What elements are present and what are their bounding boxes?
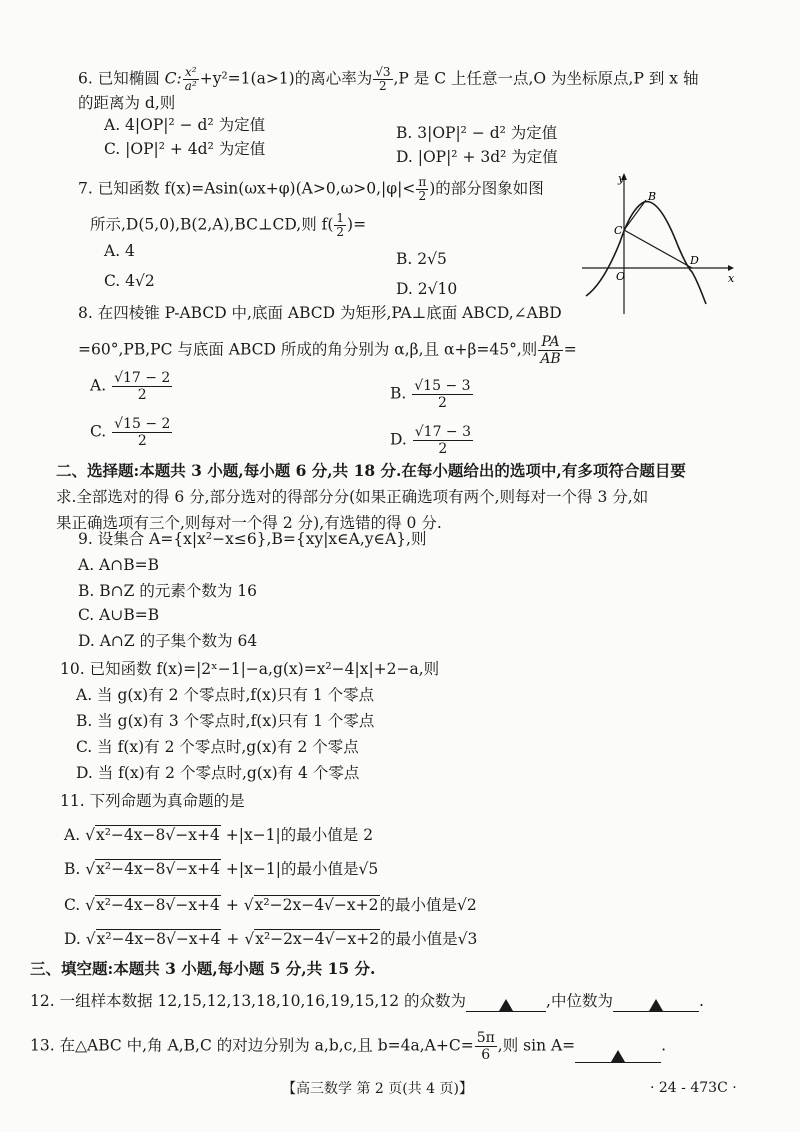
section-3-header: 三、填空题:本题共 3 小题,每小题 5 分,共 15 分.	[30, 959, 376, 978]
graph-label-c: C	[614, 224, 623, 237]
q6-fraction-x2a2: $\frac{\text{x²}}{\text{a²}}$	[184, 65, 197, 93]
graph-sine-curve	[586, 202, 706, 304]
q6-stem-line1: 6. 已知椭圆 C: $\frac{\text{x²}}{\text{a²}}$ +y²=1(a>1)的离心率为 $\frac{√3}{2}$ ,P 是 C 上任意一点,O 为坐标原点,P 到 x 轴	[78, 65, 699, 93]
page-footer-code: · 24 - 473C ·	[650, 1080, 737, 1096]
q13-blank-sinA[interactable]	[575, 1044, 661, 1063]
graph-label-y: y	[618, 172, 625, 185]
q10-option-a: A. 当 g(x)有 2 个零点时,f(x)只有 1 个零点	[76, 686, 375, 704]
q12-blank-mode[interactable]	[466, 993, 546, 1012]
q9-option-d: D. A∩Z 的子集个数为 64	[78, 632, 258, 650]
q10-option-d: D. 当 f(x)有 2 个零点时,g(x)有 4 个零点	[76, 764, 360, 782]
q13-stem: 13. 在△ABC 中,角 A,B,C 的对边分别为 a,b,c,且 b=4a,A+C= $\frac{5\pi}{6}$ ,则 sin A= .	[30, 1030, 667, 1063]
q7-function-graph	[578, 168, 738, 316]
q7-stem-line2: 所示,D(5,0),B(2,A),BC⊥CD,则 f( $\frac{1}{2}$ )=	[90, 211, 367, 239]
q12-blank-median[interactable]	[613, 993, 699, 1012]
q7-option-a: A. 4	[104, 242, 135, 260]
segment-cd	[624, 230, 692, 268]
graph-x-arrow	[728, 265, 734, 271]
q7-option-d: D. 2√10	[396, 280, 458, 298]
q8-option-d: D. $\frac{√17 - 3}{2}$	[390, 424, 472, 457]
page-footer-info: 【高三数学 第 2 页(共 4 页)】	[282, 1081, 473, 1097]
triangle-icon	[649, 999, 663, 1011]
q12-stem: 12. 一组样本数据 12,15,12,13,18,10,16,19,15,12 的众数为 ,中位数为 .	[30, 992, 704, 1010]
q10-option-c: C. 当 f(x)有 2 个零点时,g(x)有 2 个零点	[76, 738, 359, 756]
q11-option-d: D. √x²−4x−8√−x+4 + √x²−2x−4√−x+2的最小值是√3	[64, 930, 478, 948]
q7-stem-line1: 7. 已知函数 f(x)=Asin(ωx+φ)(A>0,ω>0,|φ|< $\frac{\pi}{2}$ )的部分图象如图	[78, 175, 544, 203]
q11-stem: 11. 下列命题为真命题的是	[60, 792, 245, 810]
q6-option-d: D. |OP|² + 3d² 为定值	[396, 148, 558, 166]
q11-option-b: B. √x²−4x−8√−x+4 +|x−1|的最小值是√5	[64, 860, 379, 878]
graph-label-x: x	[728, 272, 735, 285]
q7-pi-over-2: $\frac{\pi}{2}$	[418, 175, 427, 203]
q6-option-c: C. |OP|² + 4d² 为定值	[104, 140, 266, 158]
q11-option-c: C. √x²−4x−8√−x+4 + √x²−2x−4√−x+2的最小值是√2	[64, 896, 477, 914]
q6-option-b: B. 3|OP|² − d² 为定值	[396, 124, 558, 142]
q9-option-a: A. A∩B=B	[78, 556, 159, 574]
q13-5pi-over-6: $\frac{5\pi}{6}$	[476, 1030, 495, 1063]
graph-label-b: B	[648, 190, 657, 203]
q7-option-c: C. 4√2	[104, 272, 155, 290]
q8-stem-line2: =60°,PB,PC 与底面 ABCD 所成的角分别为 α,β,且 α+β=45°,则 $\frac{PA}{AB}$ =	[78, 334, 577, 367]
q9-option-c: C. A∪B=B	[78, 606, 160, 624]
graph-label-o: O	[616, 270, 626, 283]
q7-one-half: $\frac{1}{2}$	[336, 211, 345, 239]
q6-stem-line2: 的距离为 d,则	[78, 94, 176, 112]
q8-stem-line1: 8. 在四棱锥 P-ABCD 中,底面 ABCD 为矩形,PA⊥底面 ABCD,∠ABD	[78, 304, 562, 322]
q10-option-b: B. 当 g(x)有 3 个零点时,f(x)只有 1 个零点	[76, 712, 375, 730]
q8-option-b: B. $\frac{√15 - 3}{2}$	[390, 378, 471, 411]
q9-option-b: B. B∩Z 的元素个数为 16	[78, 582, 257, 600]
q7-option-b: B. 2√5	[396, 250, 447, 268]
q6-option-a: A. 4|OP|² − d² 为定值	[104, 116, 266, 134]
q8-pa-over-ab: $\frac{PA}{AB}$	[540, 334, 561, 367]
triangle-icon	[499, 999, 513, 1011]
graph-label-d: D	[690, 254, 699, 267]
q9-stem: 9. 设集合 A={x|x²−x≤6},B={xy|x∈A,y∈A},则	[78, 530, 427, 548]
segment-bc	[624, 200, 646, 230]
section-2-header: 二、选择题:本题共 3 小题,每小题 6 分,共 18 分.在每小题给出的选项中,有多项符合题目要 求.全部选对的得 6 分,部分选对的得部分分(如果正确选项有两个,则每对一个得 3 分,如 果正确选项有三个,则每对一个得 2 分),有选错的得 0 分.	[56, 461, 686, 532]
q8-option-c: C. $\frac{√15 - 2}{2}$	[90, 416, 171, 449]
q10-stem: 10. 已知函数 f(x)=|2ˣ−1|−a,g(x)=x²−4|x|+2−a,则	[60, 660, 440, 678]
triangle-icon	[611, 1050, 625, 1062]
q11-option-a: A. √x²−4x−8√−x+4 +|x−1|的最小值是 2	[64, 826, 374, 844]
q6-eccentricity-fraction: $\frac{√3}{2}$	[375, 65, 391, 93]
q8-option-a: A. $\frac{√17 - 2}{2}$	[90, 370, 171, 403]
